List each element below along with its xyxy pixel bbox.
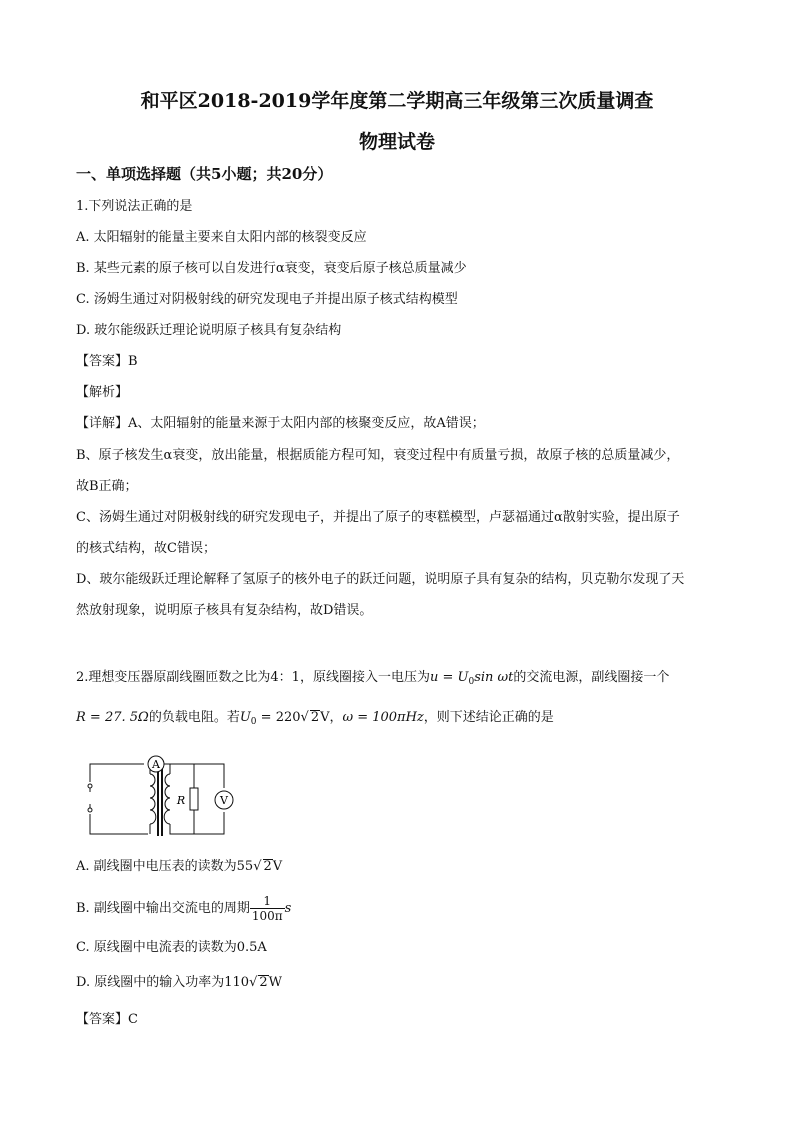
q2-option-a-value: 55 [236,859,254,874]
q2-option-a-text: A. 副线圈中电压表的读数为 [76,859,237,874]
q2-option-b-unit: s [284,901,292,916]
terminal-top [88,784,92,788]
q1-answer: 【答案】B [76,354,138,369]
primary-coil [150,774,156,824]
primary-bottom-wire [90,814,148,834]
q2-option-d-value: 110 [224,975,250,990]
q1-analysis-label: 【解析】 [76,385,129,400]
q1-detail-line-6: D、玻尔能级跃迁理论解释了氢原子的核外电子的跃迁问题，说明原子具有复杂的结构，贝克勒尔发现了天 [76,572,685,587]
resistor [190,788,198,810]
exam-title: 和平区2018-2019学年度第二学期高三年级第三次质量调查 [140,90,654,112]
q2-u0-sub: 0 [250,717,257,727]
secondary-coil [164,774,170,824]
q1-option-c: C. 汤姆生通过对阴极射线的研究发现电子并提出原子核式结构模型 [76,292,458,307]
q2-line2-text1: 的负载电阻。若 [148,710,240,725]
secondary-top-wire [170,764,224,788]
q2-answer: 【答案】C [76,1012,138,1027]
q1-detail-line-7: 然放射现象，说明原子核具有复杂结构，故D错误。 [76,603,373,618]
resistor-label: R [176,794,186,807]
ammeter-label: A [152,758,160,771]
q2-formula-u-tail: sin ωt [474,670,514,685]
q2-stem-line-1 [76,668,726,692]
q2-formula-u [430,670,513,685]
sqrt-icon: √ [253,859,262,874]
q1-detail-line-5: 的核式结构，故C错误； [76,541,216,556]
q2-u0-unit: V， [320,710,343,725]
q1-option-b: B. 某些元素的原子核可以自发进行α衰变，衰变后原子核总质量减少 [76,261,467,276]
q2-formula-u-sub: 0 [468,677,475,687]
exam-subtitle: 物理试卷 [358,131,435,153]
q2-formula-r: R = 27. 5Ω [76,710,149,725]
q2-u0-main: U [239,710,251,725]
q2-option-d [76,973,726,993]
q2-stem-part1: 2.理想变压器原副线圈匝数之比为4：1，原线圈接入一电压为 [76,670,430,685]
q1-detail-line-4: C、汤姆生通过对阴极射线的研究发现电子，并提出了原子的枣糕模型，卢瑟福通过α散射实验，提出原子 [76,510,680,525]
q2-option-d-unit: W [268,975,283,990]
q2-line2-text2: ，则下述结论正确的是 [423,710,554,725]
primary-top-wire [90,764,144,782]
q1-option-d: D. 玻尔能级跃迁理论说明原子核具有复杂结构 [76,323,342,338]
q2-stem-part2: 的交流电源，副线圈接一个 [513,670,670,685]
q2-option-b-text: B. 副线圈中输出交流电的周期 [76,901,250,916]
q1-stem: 1.下列说法正确的是 [76,199,193,214]
q2-formula-u0 [240,710,257,725]
q2-option-a-unit: V [272,859,283,874]
q2-option-a [76,857,726,877]
fraction-denominator: 100π [251,909,283,923]
q1-detail-line-1: 【详解】A、太阳辐射的能量来源于太阳内部的核聚变反应，故A错误； [76,416,485,431]
section-heading: 一、单项选择题（共5小题；共20分） [76,165,333,183]
secondary-bottom-wire [170,812,224,834]
q2-option-d-text: D. 原线圈中的输入功率为 [76,975,225,990]
voltmeter-label: V [220,794,228,807]
fraction-numerator: 1 [250,894,285,909]
q2-stem-line-2 [76,708,726,732]
q1-detail-line-2: B、原子核发生α衰变，放出能量，根据质能方程可知，衰变过程中有质量亏损，故原子核的总质量减少， [76,448,680,463]
q1-detail-line-3: 故B正确； [76,479,138,494]
q2-option-b [76,894,726,924]
q2-option-a-sqrt: 2 [263,859,272,874]
sqrt-icon: √ [249,975,258,990]
q1-option-a: A. 太阳辐射的能量主要来自太阳内部的核裂变反应 [76,230,367,245]
q2-option-c: C. 原线圈中电流表的读数为0.5A [76,940,267,955]
q2-u0-eq: = 220 [256,710,301,725]
q2-formula-omega: ω = 100πHz [342,710,424,725]
q2-u0-sqrt: 2 [310,710,320,725]
q2-formula-u-main: u = U [429,670,469,685]
q2-option-d-sqrt: 2 [259,975,268,990]
q2-option-b-fraction [250,894,285,923]
terminal-bottom [88,808,92,812]
sqrt-icon: √ [300,710,309,725]
transformer-circuit-diagram [78,752,258,842]
